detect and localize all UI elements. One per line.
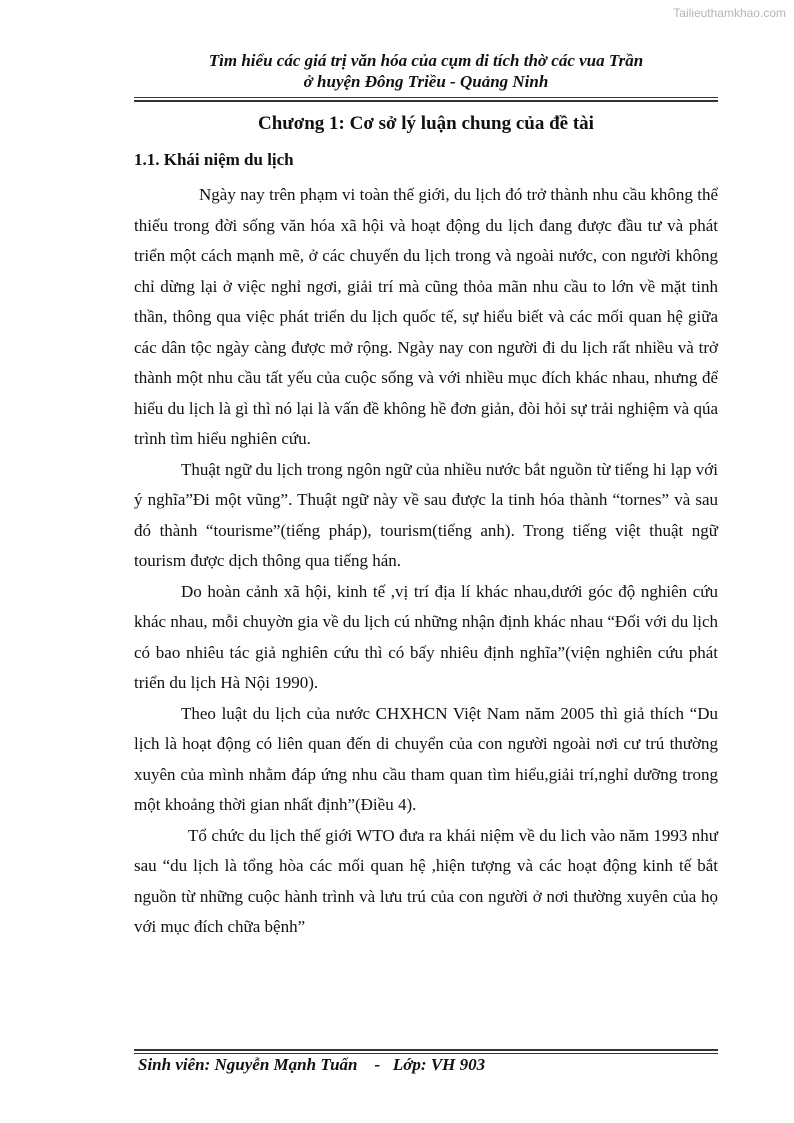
header-title-line2: ở huyện Đông Triều - Quảng Ninh xyxy=(303,72,549,91)
watermark: Tailieuthamkhao.com xyxy=(673,6,786,20)
page-footer xyxy=(138,1055,485,1075)
header-divider xyxy=(134,97,718,98)
header-title-line1: Tìm hiểu các giá trị văn hóa của cụm di tích thờ các vua Trần xyxy=(208,51,644,70)
footer-student: Sinh viên: Nguyễn Mạnh Tuấn xyxy=(138,1055,358,1074)
footer-divider xyxy=(134,1053,718,1054)
paragraph: Thuật ngữ du lịch trong ngôn ngữ của nhiều nước bắt nguồn từ tiếng hi lạp với ý nghĩa”Đi một vũng”. Thuật ngữ này về sau được la tinh hóa thành “tornes” và sau đó thành “tourisme”(tiếng pháp), tourism(tiếng anh). Trong tiếng việt thuật ngữ tourism được dịch thông qua tiếng hán. xyxy=(134,459,718,570)
footer-separator: - xyxy=(374,1055,381,1074)
footer-class: Lớp: VH 903 xyxy=(392,1055,486,1074)
header-divider-thick xyxy=(134,100,718,102)
paragraph: Theo luật du lịch của nước CHXHCN Việt Nam năm 2005 thì giả thích “Du lịch là hoạt động có liên quan đến di chuyển của con người ngoài nơi cư trú thường xuyên của mình nhằm đáp ứng nhu cầu tham quan tìm hiểu,giải trí,nghỉ dưỡng trong một khoảng thời gian nhất định”(Điều 4). xyxy=(134,703,718,814)
section-title: 1.1. Khái niệm du lịch xyxy=(134,150,294,169)
paragraph: Ngày nay trên phạm vi toàn thế giới, du lịch đó trở thành nhu cầu không thể thiếu trong đời sống văn hóa xã hội và hoạt động du lịch đang được đầu tư và phát triển một cách mạnh mẽ, ở các chuyến du lịch trong và ngoài nước, con người không chỉ dừng lại ở việc nghỉ ngơi, giải trí mà cũng thỏa mãn nhu cầu to lớn về mặt tinh thần, thông qua việc phát triển du lịch quốc tế, sự hiểu biết và các mối quan hệ giữa các dân tộc ngày càng được mở rộng. Ngày nay con người đi du lịch rất nhiều và trở thành một nhu cầu tất yếu của cuộc sống và với nhiều mục đích khác nhau, nhưng để hiểu du lịch là gì thì nó lại là vấn đề không hề đơn giản, đòi hỏi sự trải nghiệm và qúa trình tìm hiểu nghiên cứu. xyxy=(134,185,718,448)
paragraph: Tổ chức du lịch thế giới WTO đưa ra khái niệm về du lich vào năm 1993 như sau “du lịch là tổng hòa các mối quan hệ ,hiện tượng và các hoạt động kinh tế bắt nguồn từ những cuộc hành trình và lưu trú của con người ở nơi thường xuyên của họ với mục đích chữa bệnh” xyxy=(134,825,718,936)
paragraph: Do hoàn cảnh xã hội, kinh tế ,vị trí địa lí khác nhau,dưới góc độ nghiên cứu khác nhau, mỗi chuyờn gia về du lịch cú những nhận định khác nhau “Đối với du lịch có bao nhiêu tác giả nghiên cứu thì có bấy nhiêu định nghĩa”(viện nghiên cứu phát triển du lịch Hà Nội 1990). xyxy=(134,581,718,692)
chapter-title: Chương 1: Cơ sở lý luận chung của đề tài xyxy=(258,113,594,134)
footer-divider-thick xyxy=(134,1049,718,1051)
page-header xyxy=(134,50,718,92)
body-text xyxy=(134,180,718,943)
